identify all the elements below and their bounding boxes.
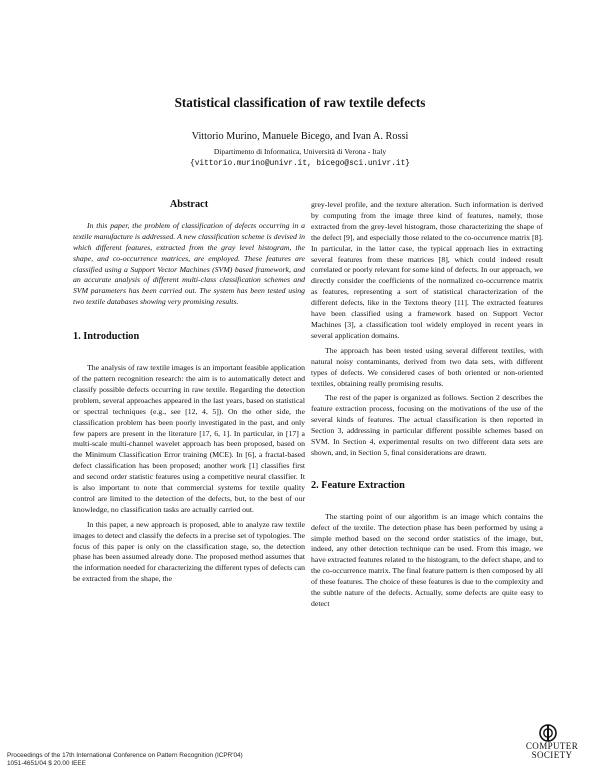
abstract-text: In this paper, the problem of classification of defects occurring in a textile manufacture is addressed. A new classification scheme is devised in which different features, extracted from the gray level histogram, the shape, and co-occurrence matrices, are employed. These features are classified using a Support Vector Machines (SVM) based framework, and an accurate analysis of different multi-class classification schemes and SVM parameters has been carried out. The system has been tested using two textile databases showing very promising results. <box>73 220 305 307</box>
footer-line-2: 1051-4651/04 $ 20.00 IEEE <box>7 760 86 768</box>
abstract-heading: Abstract <box>169 199 209 210</box>
logo-text-society: SOCIETY <box>531 750 573 760</box>
intro-paragraph-1: The analysis of raw textile images is an important feasible application of the pattern recognition research: the aim is to automatically detect and classify possible defects occurring in raw textile. Regarding the detection problem, several approaches appeared in the last years, based on statistical or spectral techniques (e.g., see [12, 4, 5]). On the other side, the classification problem has been poorly investigated in the past, and only few papers are present in the literature [17, 6, 1]. In particular, in [17] a multi-scale multi-channel wavelet approach has been proposed, based on the Minimum Classification Error training (MCE). In [6], a fractal-based defect classification has been proposed; another work [1] classifies first and second order statistic features using a competitive neural classifier. It is also important to note that commercial systems for textile quality control are limited to the detection of the defects, but, to the best of our knowledge, no classification tasks are actually carried out. <box>73 363 305 514</box>
logo-text-computer: COMPUTER <box>525 741 579 751</box>
intro-paragraph-5: The rest of the paper is organized as follows. Section 2 describes the feature extraction process, focusing on the motivations of the use of the several kinds of features. The actual classification is then reported in Section 3, addressing in particular different possible schemes based on SVM. In Section 4, experimental results on two different data sets are shown, and, in Section 5, final considerations are drawn. <box>311 393 543 457</box>
intro-paragraph-4: The approach has been tested using several different textiles, with natural noisy contaminants, derived from two data sets, with different types of defects. We considered cases of both oriented or non-oriented textiles, obtaining really promising results. <box>311 345 543 388</box>
intro-heading: 1. Introduction <box>73 331 140 343</box>
right-column <box>311 200 543 610</box>
feature-heading: 2. Feature Extraction <box>311 479 405 491</box>
intro-paragraph-2: In this paper, a new approach is proposed, able to analyze raw textile images to detect and classify the defects in a precise set of typologies. The focus of this paper is only on the classification stage, so, the detection phase has been assumed already done. The proposed method assumes that the information needed for characterizing the different types of defects can be extracted from the shape, the <box>73 519 305 584</box>
computer-society-emblem-icon <box>539 724 557 742</box>
computer-society-logo <box>519 724 585 764</box>
footer-line-1: Proceedings of the 17th International Conference on Pattern Recognition (ICPR'04) <box>7 752 243 759</box>
intro-paragraph-3: grey-level profile, and the texture alteration. Such information is derived by computing from the image three kind of features, namely, those extracted from the grey-level histogram, those characterizing the shape of the defect [9], and especially those related to the co-occurrence matrix [8]. In particular, in the latter case, the typical approach lies in extracting several features from these matrices [8], which could indeed result correlated or poorly relevant for some kind of defects. In our approach, we directly consider the coefficients of the normalized co-occurrence matrix as features, representing a sort of statistical characterization of the different defects, like in the Textons theory [11]. The extracted features have been classified using a framework based on Support Vector Machines [3], a classification tool widely employed in recent years in several application domains. <box>311 200 543 340</box>
paper-title: Statistical classification of raw textile defects <box>174 95 426 110</box>
proceedings-footer <box>7 752 243 769</box>
paper-affiliation: Dipartimento di Informatica, Università di Verona - Italy <box>213 147 387 156</box>
paper-emails: {vittorio.murino@univr.it, bicego@sci.univr.it} <box>190 160 410 168</box>
left-column <box>73 200 305 585</box>
paper-authors: Vittorio Murino, Manuele Bicego, and Ivan A. Rossi <box>191 131 409 142</box>
feature-paragraph-1: The starting point of our algorithm is an image which contains the defect of the textile. The detection phase has been performed by using a simple method based on the second order statistics of the image, but, indeed, any other detection technique can be used. From this image, we have extracted features related to the histogram, to the defect shape, and to the co-occurrence matrix. The final feature pattern is then composed by all of these features. The choice of these features is due to the complexity and the subtle nature of the defects. Actually, some defects are quite easy to detect <box>311 511 543 608</box>
